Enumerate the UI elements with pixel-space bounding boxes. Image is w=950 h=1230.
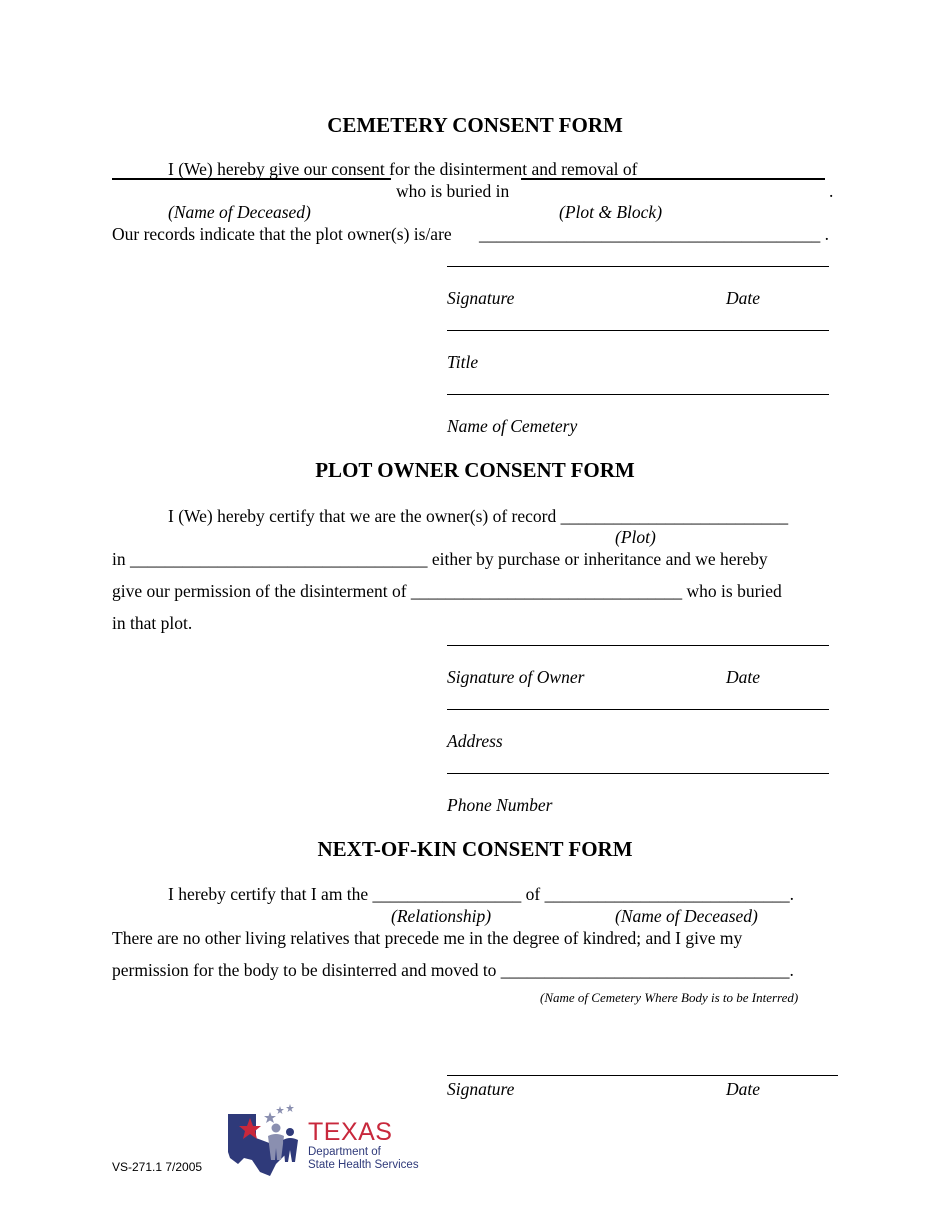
phone-number-caption: Phone Number — [447, 795, 553, 815]
owner-address-line[interactable] — [447, 709, 829, 710]
deceased-name-field[interactable] — [112, 178, 391, 180]
logo-texas-text: TEXAS — [308, 1118, 393, 1146]
records-text: Our records indicate that the plot owner(s) is/are — [112, 224, 452, 244]
name-of-cemetery-caption: Name of Cemetery — [447, 416, 578, 436]
cemetery-consent-text: I (We) hereby give our consent for the disinterment and removal of — [168, 159, 638, 179]
form-code: VS-271.1 7/2005 — [112, 1160, 203, 1174]
next-of-kin-form-title: NEXT-OF-KIN CONSENT FORM — [317, 837, 633, 861]
plot-owner-line-3[interactable]: give our permission of the disinterment of _______________________________ who is buried — [112, 581, 782, 601]
dshs-logo — [226, 1102, 426, 1178]
plot-owner-line-1[interactable]: I (We) hereby certify that we are the owner(s) of record __________________________ — [168, 506, 789, 526]
signature-caption: Signature — [447, 288, 515, 308]
kin-line-1[interactable]: I hereby certify that I am the _________________ of ____________________________. — [168, 884, 795, 904]
plot-block-field[interactable] — [521, 178, 825, 180]
plot-owner-field[interactable]: _______________________________________ . — [479, 224, 829, 244]
plot-owner-form-title: PLOT OWNER CONSENT FORM — [315, 458, 635, 482]
cemetery-form-title: CEMETERY CONSENT FORM — [327, 113, 623, 137]
plot-owner-line-4: in that plot. — [112, 613, 193, 633]
cemetery-signature-line[interactable] — [447, 266, 829, 267]
plot-block-caption: (Plot & Block) — [559, 202, 663, 222]
plot-owner-line-2[interactable]: in __________________________________ either by purchase or inheritance and we hereby — [112, 549, 768, 569]
logo-dept-line-1: Department of — [308, 1146, 381, 1158]
title-caption: Title — [447, 352, 479, 372]
owner-date-caption: Date — [726, 667, 761, 687]
plot-caption: (Plot) — [615, 527, 656, 547]
texas-state-icon — [226, 1102, 306, 1178]
name-of-deceased-caption: (Name of Deceased) — [168, 202, 311, 222]
signature-of-owner-caption: Signature of Owner — [447, 667, 585, 687]
date-caption: Date — [726, 288, 761, 308]
kin-line-3[interactable]: permission for the body to be disinterred and moved to _________________________________. — [112, 960, 794, 980]
cemetery-name-line[interactable] — [447, 394, 829, 395]
period-mark: . — [829, 181, 834, 201]
logo-dept-line-2: State Health Services — [308, 1159, 419, 1171]
owner-signature-line[interactable] — [447, 645, 829, 646]
cemetery-title-line[interactable] — [447, 330, 829, 331]
kin-line-2: There are no other living relatives that precede me in the degree of kindred; and I give my — [112, 928, 743, 948]
relationship-caption: (Relationship) — [391, 906, 492, 926]
address-caption: Address — [447, 731, 503, 751]
kin-date-caption: Date — [726, 1079, 761, 1099]
kin-name-of-deceased-caption: (Name of Deceased) — [615, 906, 758, 926]
who-buried-in-text: who is buried in — [396, 181, 510, 201]
owner-phone-line[interactable] — [447, 773, 829, 774]
kin-signature-line[interactable] — [447, 1075, 838, 1076]
kin-signature-caption: Signature — [447, 1079, 515, 1099]
cemetery-interred-caption: (Name of Cemetery Where Body is to be Interred) — [540, 990, 799, 1005]
